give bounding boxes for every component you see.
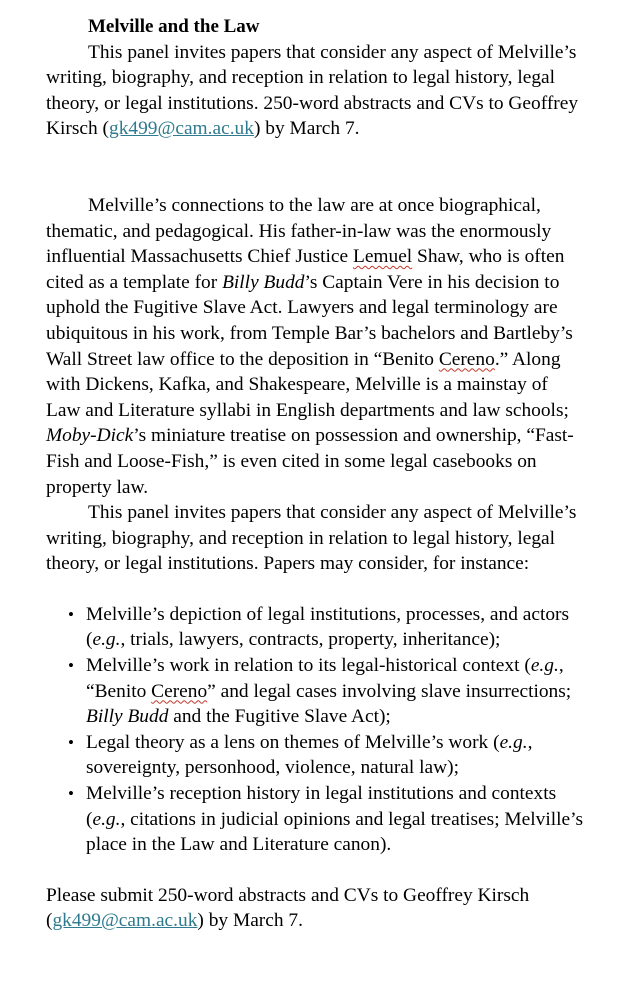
- spellcheck-word: Cereno: [438, 348, 495, 370]
- text-run: , citations in judicial opinions and legal treatises; Melville’s place in the Law and Literature canon).: [86, 808, 584, 856]
- text-run: Shaw, who is often cited as a template for: [46, 246, 565, 293]
- text-run: , sovereignty, personhood, violence, natural law);: [86, 731, 533, 779]
- text-run: and the Fugitive Slave Act);: [168, 706, 391, 728]
- spellcheck-word: Lemuel: [352, 246, 413, 268]
- panel-title: Melville and the Law: [88, 16, 260, 37]
- spacer: [46, 858, 586, 883]
- text-run: Legal theory as a lens on themes of Melville’s work (: [86, 731, 500, 753]
- text-run: Melville’s reception history in legal institutions and contexts (: [86, 783, 557, 830]
- title-billy-budd: Billy Budd: [222, 271, 305, 293]
- short-cfp-deadline: ) by March 7.: [253, 118, 360, 140]
- list-item: [46, 730, 586, 781]
- title-billy-budd: Billy Budd: [86, 706, 169, 728]
- short-cfp-paragraph: [46, 40, 586, 142]
- text-run: Melville’s work in relation to its legal-historical context (: [86, 655, 531, 677]
- title-moby-dick: Moby-Dick: [46, 425, 134, 447]
- text-run: ’s miniature treatise on possession and ownership, “Fast-Fish and Loose-Fish,” is even cited in some legal casebooks on property law.: [46, 425, 574, 498]
- bullet-icon: •: [68, 604, 74, 624]
- list-item: [46, 781, 586, 858]
- text-run: Please submit 250-word abstracts and CVs to Geoffrey Kirsch (: [46, 884, 530, 932]
- eg-abbrev: e.g.: [92, 808, 121, 830]
- text-run: .” Along with Dickens, Kafka, and Shakespeare, Melville is a mainstay of Law and Literature syllabi in English departments and law schools;: [46, 348, 569, 421]
- text-run: , “Benito: [86, 655, 564, 702]
- text-run: ’s Captain Vere in his decision to uphold the Fugitive Slave Act. Lawyers and legal terminology are ubiquitous in his work, from Temple Bar’s bachelors and Bartleby’s Wall Street law office to the deposition in “Benito: [46, 271, 573, 370]
- body-paragraph-connections: [46, 193, 586, 500]
- bullet-icon: •: [68, 784, 74, 804]
- spellcheck-word: Cereno: [151, 680, 208, 702]
- eg-abbrev: e.g.: [92, 629, 121, 651]
- body-paragraph-invitation: This panel invites papers that consider any aspect of Melville’s writing, biography, and reception in relation to legal history, legal theory, or legal institutions. Papers may consider, for instance:: [46, 502, 577, 575]
- bullet-icon: •: [68, 732, 74, 752]
- text-run: Melville’s connections to the law are at once biographical, thematic, and pedagogical. His father-in-law was the enormously influential Massachusetts Chief Justice: [46, 194, 552, 268]
- topic-list: [46, 602, 586, 858]
- spacer: [46, 577, 586, 602]
- list-item: [46, 602, 586, 653]
- text-run: ” and legal cases involving slave insurrections;: [207, 680, 572, 702]
- email-link[interactable]: gk499@cam.ac.uk: [52, 910, 198, 932]
- text-run: Melville’s depiction of legal institutions, processes, and actors (: [86, 603, 570, 651]
- document: [46, 14, 586, 934]
- eg-abbrev: e.g.: [499, 731, 528, 753]
- spacer: [46, 142, 586, 193]
- closing-paragraph: [46, 883, 586, 934]
- text-run: , trials, lawyers, contracts, property, inheritance);: [120, 629, 501, 651]
- email-link[interactable]: gk499@cam.ac.uk: [109, 118, 254, 140]
- eg-abbrev: e.g.: [530, 655, 559, 677]
- bullet-icon: •: [68, 656, 74, 676]
- short-cfp-text: This panel invites papers that consider any aspect of Melville’s writing, biography, and reception in relation to legal history, legal theory, or legal institutions. 250-word abstracts and CVs to Geoffrey Kirsch (: [46, 41, 579, 140]
- text-run: ) by March 7.: [197, 910, 303, 932]
- list-item: [46, 653, 586, 730]
